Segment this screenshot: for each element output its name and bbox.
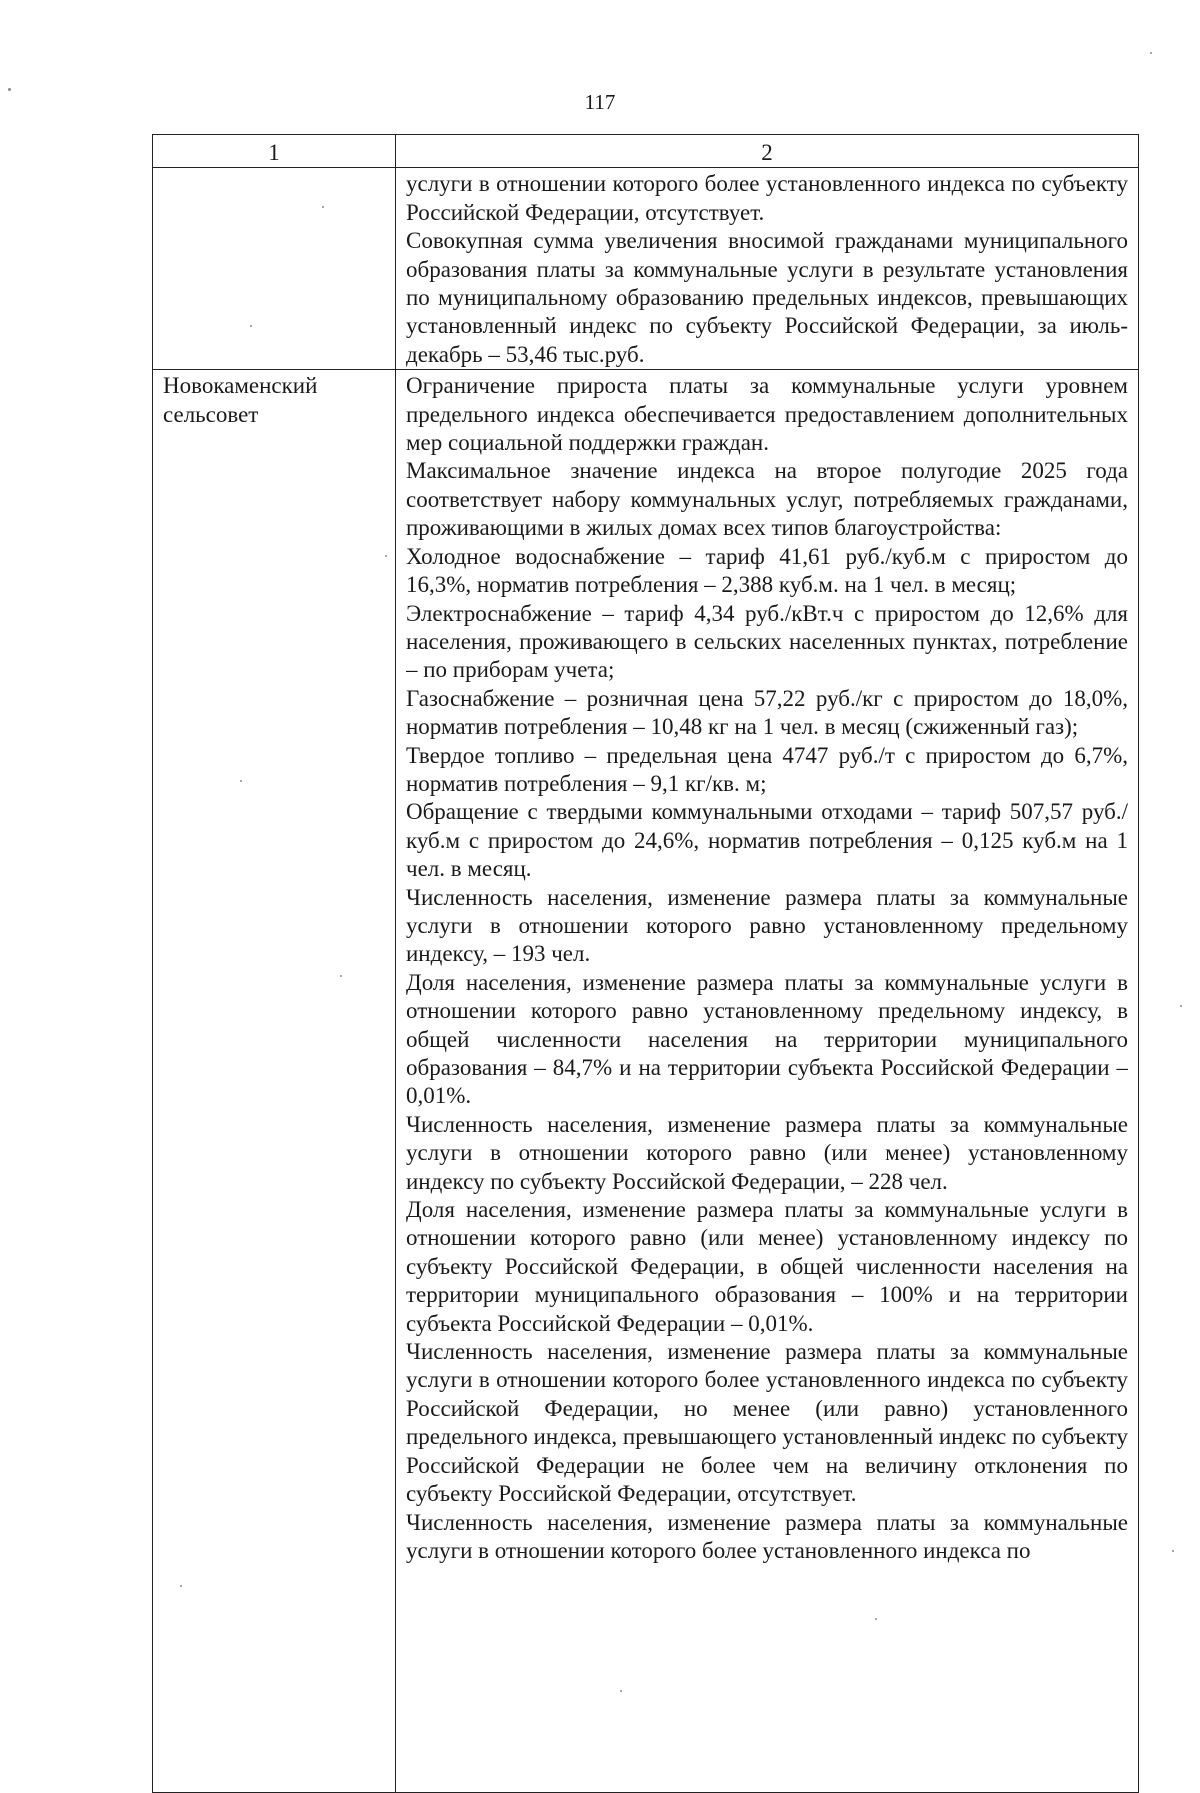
paragraph: Максимальное значение индекса на второе полугодие 2025 года соответствует набору коммунальных услуг, потребляемых гражданами, проживающими в жилых домах всех типов благоустройства:: [406, 458, 1128, 541]
municipality-name-cell: [153, 168, 396, 370]
municipality-name-cell: Новокаменский сельсовет: [153, 370, 396, 1793]
table-header-row: [153, 135, 1139, 168]
scan-speck: [385, 555, 387, 557]
paragraph: Численность населения, изменение размера платы за коммунальные услуги в отношении которого более установленного индекса по: [406, 1509, 1128, 1563]
scan-speck: [620, 1690, 622, 1692]
paragraph: Совокупная сумма увеличения вносимой гражданами муниципального образования платы за коммунальные услуги в результате установления по муниципальному образованию предельных индексов, превышающих установленный индекс по субъекту Российской Федерации, за июль-декабрь – 53,46 тыс.руб.: [406, 228, 1128, 367]
scan-speck: [1150, 52, 1152, 54]
description-text: [406, 372, 1128, 1792]
data-table: [152, 134, 1139, 1793]
scan-speck: [1180, 1005, 1182, 1007]
paragraph: услуги в отношении которого более установленного индекса по субъекту Российской Федерации, отсутствует.: [406, 171, 1128, 225]
paragraph: Газоснабжение – розничная цена 57,22 руб./кг с приростом до 18,0%, норматив потребления – 10,48 кг на 1 чел. в месяц (сжиженный газ);: [406, 685, 1128, 740]
paragraph: Доля населения, изменение размера платы за коммунальные услуги в отношении которого равно (или менее) установленному индексу по субъекту Российской Федерации, в общей численности населения на территории муниципального образования – 100% и на территории субъекта Российской Федерации – 0,01%.: [406, 1197, 1128, 1336]
scan-speck: [8, 88, 11, 91]
scan-speck: [875, 1618, 877, 1620]
paragraph: Электроснабжение – тариф 4,34 руб./кВт.ч с приростом до 12,6% для населения, проживающего в сельских населенных пунктах, потребление – по приборам учета;: [406, 600, 1128, 683]
paragraph: Твердое топливо – предельная цена 4747 руб./т с приростом до 6,7%, норматив потребления – 9,1 кг/кв. м;: [406, 742, 1128, 796]
paragraph: Численность населения, изменение размера платы за коммунальные услуги в отношении которого равно (или менее) установленному индексу по субъекту Российской Федерации, – 228 чел.: [406, 1111, 1128, 1194]
scan-speck: [340, 975, 342, 977]
paragraph: Обращение с твердыми коммунальными отходами – тариф 507,57 руб./куб.м с приростом до 24,6%, норматив потребления – 0,125 куб.м на 1 чел. в месяц.: [406, 799, 1128, 882]
table-row: [153, 370, 1139, 1793]
scan-speck: [1172, 1550, 1174, 1552]
column-header-1: 1: [153, 135, 396, 168]
table-row: [153, 168, 1139, 370]
column-header-2: 2: [396, 135, 1139, 168]
paragraph: Численность населения, изменение размера платы за коммунальные услуги в отношении которого равно установленному предельному индексу, – 193 чел.: [406, 884, 1128, 967]
description-cell: [396, 370, 1139, 1793]
paragraph: Ограничение прироста платы за коммунальные услуги уровнем предельного индекса обеспечивается предоставлением дополнительных мер социальной поддержки граждан.: [406, 373, 1128, 456]
scan-speck: [322, 206, 324, 208]
paragraph: Холодное водоснабжение – тариф 41,61 руб./куб.м с приростом до 16,3%, норматив потребления – 2,388 куб.м. на 1 чел. в месяц;: [406, 543, 1128, 598]
scan-speck: [240, 780, 242, 782]
paragraph: Доля населения, изменение размера платы за коммунальные услуги в отношении которого равно установленному предельному индексу, в общей численности населения на территории муниципального образования – 84,7% и на территории субъекта Российской Федерации – 0,01%.: [406, 969, 1128, 1109]
page-number: 117: [584, 90, 616, 114]
scan-speck: [180, 1585, 182, 1587]
paragraph: Численность населения, изменение размера платы за коммунальные услуги в отношении которого более установленного индекса по субъекту Российской Федерации, но менее (или равно) установленного предельного индекса, превышающего установленный индекс по субъекту Российской Федерации не более чем на величину отклонения по субъекту Российской Федерации, отсутствует.: [406, 1339, 1128, 1507]
scan-speck: [250, 325, 252, 327]
description-cell: [396, 168, 1139, 370]
